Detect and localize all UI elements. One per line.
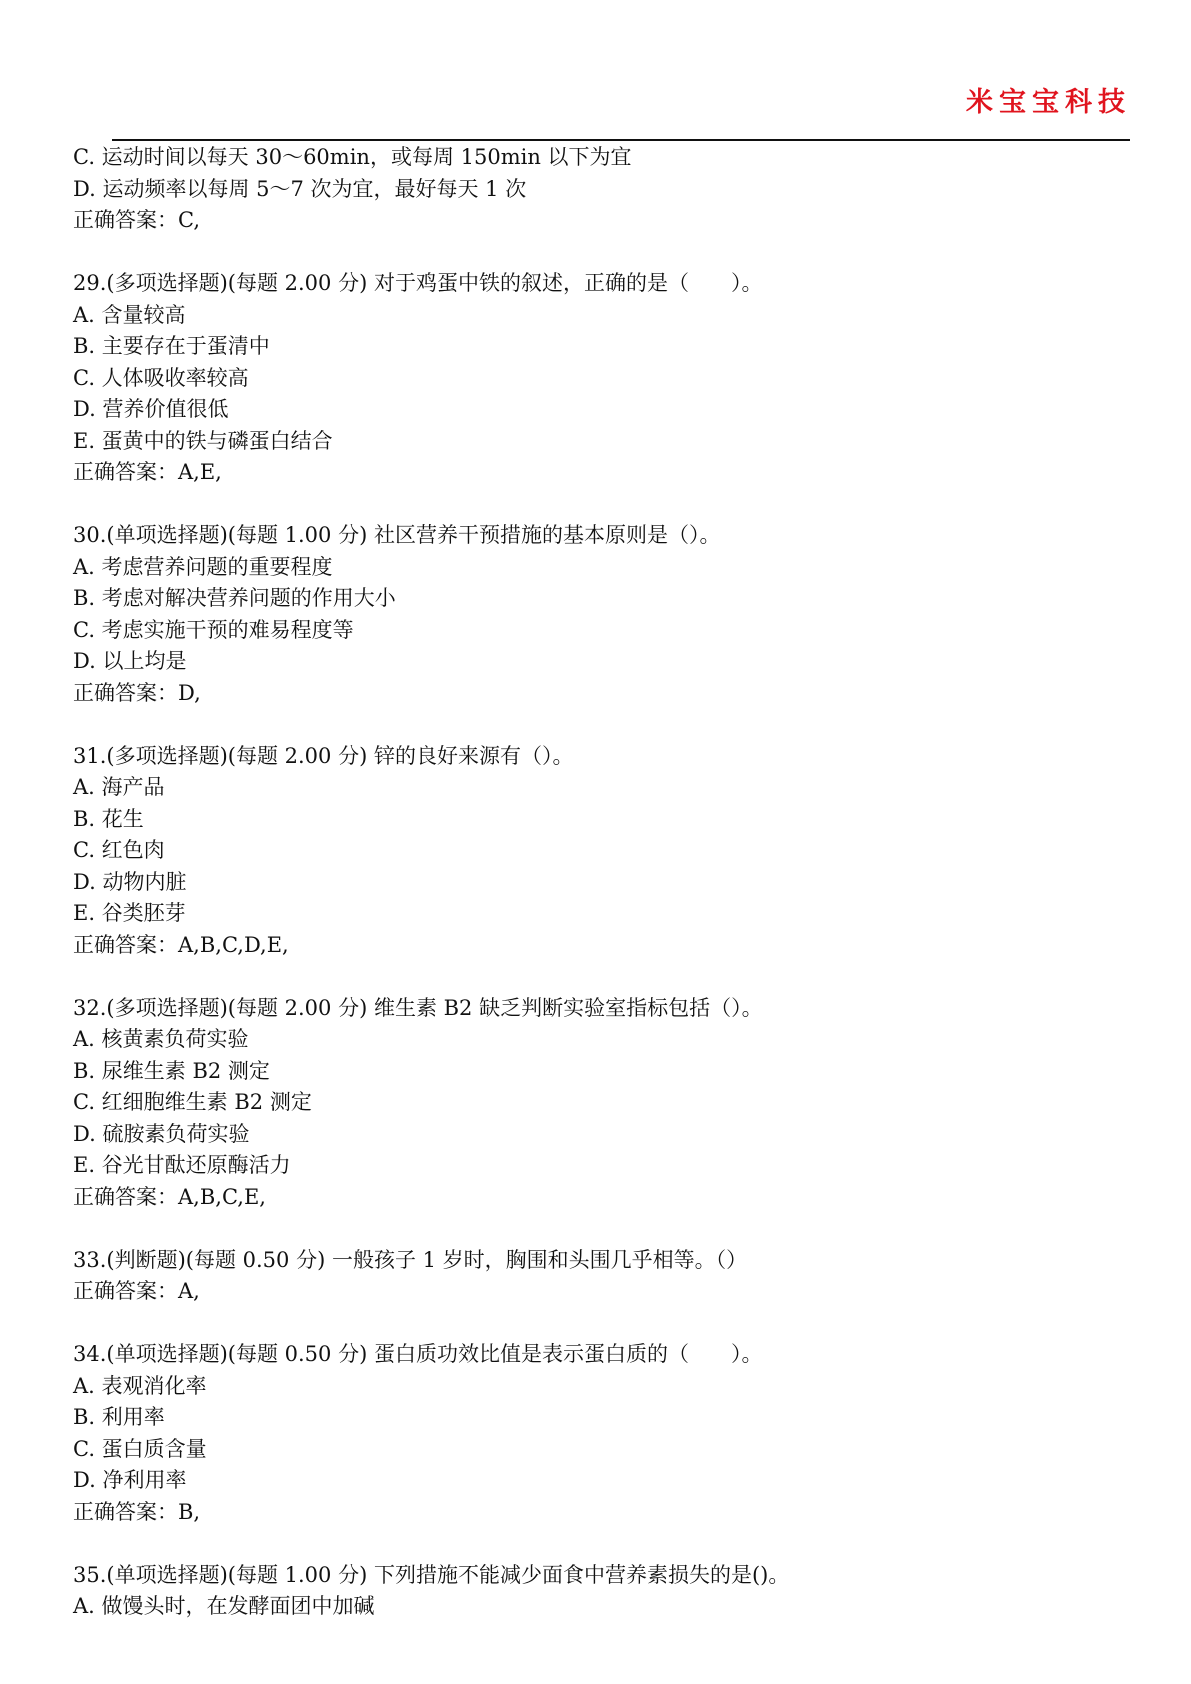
- option-line: C. 红细胞维生素 B2 测定: [73, 1090, 312, 1114]
- question-header: 33.(判断题)(每题 0.50 分) 一般孩子 1 岁时，胸围和头围几乎相等。（）: [73, 1247, 748, 1272]
- answer-line: 正确答案：D,: [73, 680, 201, 705]
- option-line: A. 含量较高: [73, 302, 186, 327]
- spacer: [73, 1213, 1133, 1245]
- option-line: E. 谷光甘酞还原酶活力: [73, 1153, 291, 1177]
- option-line: D. 以上均是: [73, 649, 187, 673]
- answer-line: 正确答案：A,B,C,E,: [73, 1184, 266, 1209]
- question-header: 29.(多项选择题)(每题 2.00 分) 对于鸡蛋中铁的叙述，正确的是（ ）。: [73, 271, 763, 295]
- option-line: C. 考虑实施干预的难易程度等: [73, 617, 354, 642]
- brand-logo-text: 米宝宝科技: [966, 87, 1131, 118]
- option-line: D. 营养价值很低: [73, 397, 229, 421]
- question-header: 35.(单项选择题)(每题 1.00 分) 下列措施不能减少面食中营养素损失的是()。: [73, 1562, 790, 1587]
- option-line: D. 动物内脏: [73, 869, 187, 894]
- answer-line: 正确答案：A,B,C,D,E,: [73, 932, 289, 957]
- option-line: D. 净利用率: [73, 1468, 187, 1492]
- option-line: A. 海产品: [73, 775, 165, 799]
- option-line: A. 考虑营养问题的重要程度: [73, 554, 333, 579]
- option-line: E. 蛋黄中的铁与磷蛋白结合: [73, 428, 333, 453]
- option-line: B. 考虑对解决营养问题的作用大小: [73, 586, 396, 610]
- document-body: [73, 142, 1133, 1623]
- question-header: 34.(单项选择题)(每题 0.50 分) 蛋白质功效比值是表示蛋白质的（ ）。: [73, 1342, 763, 1366]
- question-header: 31.(多项选择题)(每题 2.00 分) 锌的良好来源有（）。: [73, 743, 574, 768]
- spacer: [73, 1308, 1133, 1340]
- option-line: D. 运动频率以每周 5～7 次为宜，最好每天 1 次: [73, 176, 527, 201]
- option-line: E. 谷类胚芽: [73, 901, 186, 925]
- spacer: [73, 489, 1133, 521]
- option-line: B. 花生: [73, 806, 144, 831]
- option-line: B. 尿维生素 B2 测定: [73, 1058, 270, 1083]
- option-line: C. 运动时间以每天 30～60min，或每周 150min 以下为宜: [73, 145, 632, 169]
- question-header: 30.(单项选择题)(每题 1.00 分) 社区营养干预措施的基本原则是（）。: [73, 523, 721, 547]
- question-header: 32.(多项选择题)(每题 2.00 分) 维生素 B2 缺乏判断实验室指标包括（）。: [73, 995, 763, 1020]
- answer-line: 正确答案：A,: [73, 1279, 200, 1303]
- answer-line: 正确答案：B,: [73, 1499, 201, 1524]
- spacer: [73, 237, 1133, 269]
- option-line: A. 做馒头时，在发酵面团中加碱: [73, 1594, 375, 1618]
- option-line: B. 利用率: [73, 1405, 165, 1429]
- spacer: [73, 1528, 1133, 1560]
- option-line: B. 主要存在于蛋清中: [73, 334, 270, 358]
- option-line: C. 人体吸收率较高: [73, 365, 249, 390]
- option-line: D. 硫胺素负荷实验: [73, 1121, 250, 1146]
- spacer: [73, 709, 1133, 741]
- option-line: C. 蛋白质含量: [73, 1436, 207, 1461]
- header-rule: [112, 139, 1130, 141]
- answer-line: 正确答案：C,: [73, 208, 200, 232]
- answer-line: 正确答案：A,E,: [73, 460, 222, 484]
- option-line: A. 核黄素负荷实验: [73, 1027, 249, 1051]
- spacer: [73, 961, 1133, 993]
- option-line: C. 红色肉: [73, 838, 165, 862]
- option-line: A. 表观消化率: [73, 1373, 207, 1398]
